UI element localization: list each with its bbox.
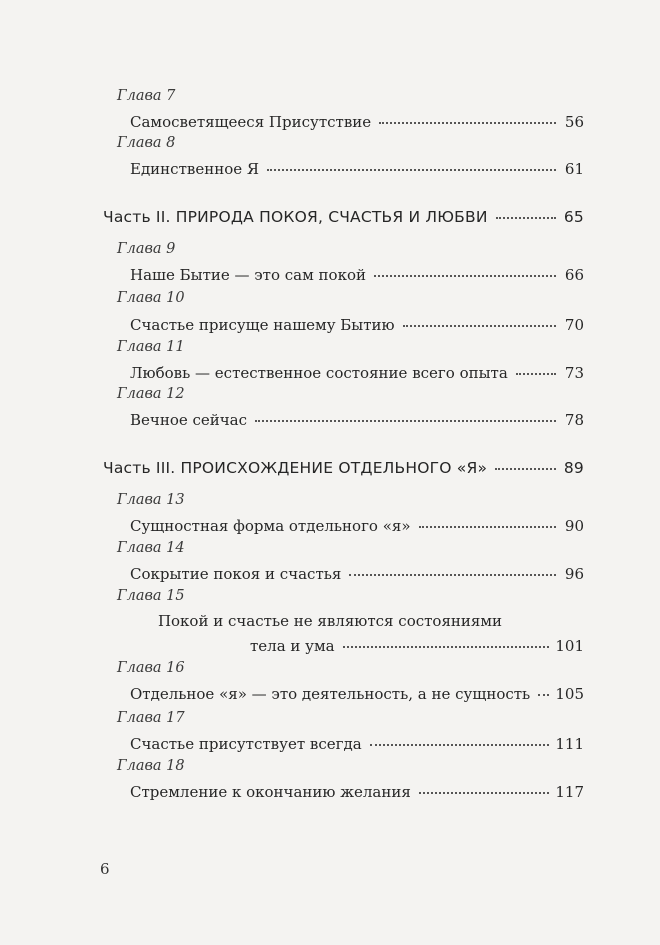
leader-dots — [496, 217, 556, 219]
chapter-11-label: Глава 11 — [117, 339, 185, 355]
leader-dots — [379, 122, 556, 124]
chapter-18-title: Стремление к окончанию желания — [130, 783, 411, 801]
chapter-10-title: Счастье присуще нашему Бытию — [130, 316, 395, 334]
chapter-13-entry — [130, 517, 584, 535]
chapter-11-entry — [130, 364, 584, 382]
chapter-17-page: 111 — [555, 735, 584, 753]
chapter-7-title: Самосветящееся Присутствие — [130, 113, 372, 131]
chapter-18-entry — [130, 783, 584, 801]
chapter-15-title-line-1: Покой и счастье не являются состояниями — [157, 612, 503, 630]
chapter-14-title: Сокрытие покоя и счастья — [130, 565, 342, 583]
chapter-18-label: Глава 18 — [117, 758, 185, 774]
chapter-17-label: Глава 17 — [117, 710, 185, 726]
chapter-16-page: 105 — [555, 685, 584, 703]
chapter-9-title: Наше Бытие — это сам покой — [130, 266, 366, 284]
chapter-17-entry — [130, 735, 584, 753]
chapter-12-entry — [130, 411, 584, 429]
chapter-7-label: Глава 7 — [117, 88, 176, 104]
leader-dots — [419, 526, 556, 528]
chapter-16-label: Глава 16 — [117, 660, 185, 676]
leader-dots — [255, 420, 556, 422]
chapter-9-label: Глава 9 — [117, 241, 176, 257]
chapter-11-title: Любовь — естественное состояние всего опыта — [130, 364, 508, 382]
leader-dots — [403, 325, 556, 327]
chapter-9-page: 66 — [564, 266, 584, 284]
chapter-11-page: 73 — [564, 364, 584, 382]
chapter-9-entry — [130, 266, 584, 284]
chapter-12-label: Глава 12 — [117, 386, 185, 402]
leader-dots — [516, 373, 556, 375]
chapter-16-entry — [130, 685, 584, 703]
chapter-7-entry — [130, 113, 584, 131]
chapter-10-entry — [130, 316, 584, 334]
chapter-17-title: Счастье присутствует всегда — [130, 735, 362, 753]
chapter-14-entry — [130, 565, 584, 583]
chapter-15-entry — [250, 637, 584, 655]
chapter-18-page: 117 — [555, 783, 584, 801]
leader-dots — [349, 574, 556, 576]
part-3-entry — [103, 459, 584, 477]
chapter-8-entry — [130, 160, 584, 178]
page-number: 6 — [100, 860, 110, 878]
chapter-13-title: Сущностная форма отдельного «я» — [130, 517, 411, 535]
leader-dots — [495, 468, 556, 470]
chapter-10-label: Глава 10 — [117, 290, 185, 306]
part-2-page: 65 — [563, 208, 584, 226]
leader-dots — [370, 744, 550, 746]
chapter-14-label: Глава 14 — [117, 540, 185, 556]
chapter-15-label: Глава 15 — [117, 588, 185, 604]
chapter-15-title-line-2: тела и ума — [250, 637, 335, 655]
chapter-13-label: Глава 13 — [117, 492, 185, 508]
chapter-10-page: 70 — [564, 316, 584, 334]
chapter-8-page: 61 — [564, 160, 584, 178]
chapter-14-page: 96 — [564, 565, 584, 583]
chapter-15-page: 101 — [555, 637, 584, 655]
part-3-page: 89 — [563, 459, 584, 477]
chapter-12-title: Вечное сейчас — [130, 411, 248, 429]
chapter-8-label: Глава 8 — [117, 135, 176, 151]
part-3-title: Часть III. ПРОИСХОЖДЕНИЕ ОТДЕЛЬНОГО «Я» — [103, 459, 488, 477]
leader-dots — [343, 646, 550, 648]
leader-dots — [374, 275, 556, 277]
chapter-12-page: 78 — [564, 411, 584, 429]
leader-dots — [538, 694, 549, 696]
part-2-entry — [103, 208, 584, 226]
chapter-16-title: Отдельное «я» — это деятельность, а не сущность — [130, 685, 531, 703]
chapter-13-page: 90 — [564, 517, 584, 535]
chapter-8-title: Единственное Я — [130, 160, 259, 178]
leader-dots — [267, 169, 556, 171]
chapter-7-page: 56 — [564, 113, 584, 131]
leader-dots — [419, 792, 550, 794]
part-2-title: Часть II. ПРИРОДА ПОКОЯ, СЧАСТЬЯ И ЛЮБВИ — [103, 208, 488, 226]
